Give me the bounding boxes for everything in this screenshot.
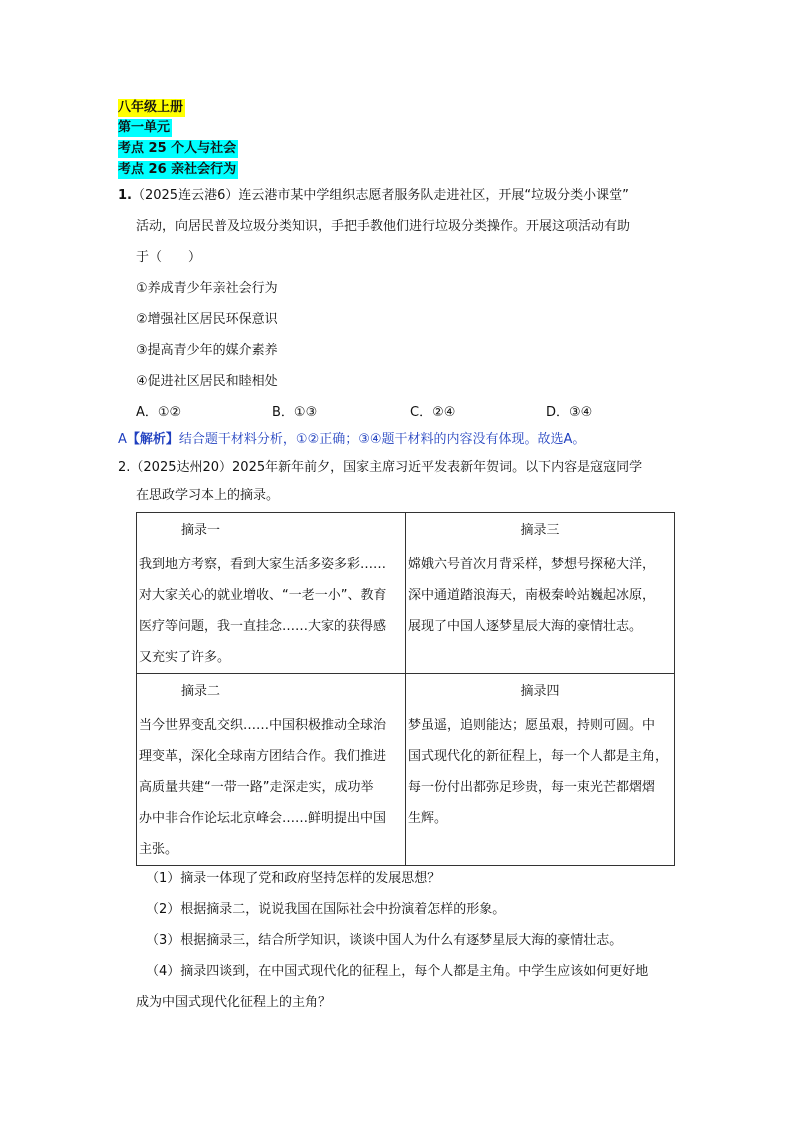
quote-1-line-4: 又充实了许多。 [139,650,231,665]
quote-2-line-5: 主张。 [139,842,179,857]
quote-3-title: 摘录三 [520,523,560,538]
question-1-item-1: ①养成青少年亲社会行为 [136,281,278,296]
analysis-text: 结合题干材料分析，①②正确；③④题干材料的内容没有体现。故选A。 [178,432,586,447]
topic-number: 25 [148,141,167,156]
quote-3-line-3: 展现了中国人逐梦星辰大海的豪情壮志。 [408,619,643,634]
quote-2-title: 摘录二 [181,684,221,699]
topic-26-heading [118,161,238,179]
sub-question-4: （4）摘录四谈到，在中国式现代化的征程上，每个人都是主角。中学生应该如何更好地 [146,964,649,979]
quote-4-line-2: 国式现代化的新征程上，每一个人都是主角， [408,749,669,764]
quote-4-line-4: 生辉。 [408,811,448,826]
question-2-stem-1: （2025达州20）2025年新年前夕，国家主席习近平发表新年贺词。以下内容是寇寇同学 [130,460,643,475]
question-1-option-c: C．②④ [410,405,456,420]
sub-question-3: （3）根据摘录三，结合所学知识，谈谈中国人为什么有逐梦星辰大海的豪情壮志。 [146,933,623,948]
question-1-line-1 [118,186,629,206]
quote-4-line-3: 每一份付出都弥足珍贵，每一束光芒都熠熠 [408,780,656,795]
analysis-tag: 【解析】 [126,432,179,447]
question-1-number: 1. [118,188,132,203]
question-1-item-4: ④促进社区居民和睦相处 [136,374,278,389]
quote-cell-1 [137,513,406,674]
quote-2-line-1: 当今世界变乱交织……中国积极推动全球治 [139,718,387,733]
quote-2-line-2: 理变革，深化全球南方团结合作。我们推进 [139,749,387,764]
quote-cell-3 [406,513,675,674]
topic-prefix: 考点 [118,141,145,156]
quote-3-line-2: 深中通道踏浪海天，南极秦岭站巍起冰原， [408,588,656,603]
grade-text: 八年级上册 [118,100,184,115]
question-1-stem-1: （2025连云港6）连云港市某中学组织志愿者服务队走进社区，开展“垃圾分类小课堂” [131,188,629,203]
quotes-table [136,512,675,866]
quote-2-line-4: 办中非合作论坛北京峰会……鲜明提出中国 [139,811,387,826]
question-1-item-2: ②增强社区居民环保意识 [136,312,278,327]
question-1-answer [118,430,585,450]
question-2-line-2: 在思政学习本上的摘录。 [136,488,280,503]
grade-heading [118,99,185,117]
quote-1-line-3: 医疗等问题，我一直挂念……大家的获得感 [139,619,387,634]
quote-1-line-2: 对大家关心的就业增收、“一老一小”、教育 [139,588,387,603]
question-1-option-d: D．③④ [546,405,593,420]
question-1-option-a: A．①② [136,405,182,420]
unit-text: 第一单元 [118,120,171,135]
quote-2-line-3: 高质量共建“一带一路”走深走实，成功举 [139,780,374,795]
topic-number: 26 [148,162,167,177]
quote-cell-4 [406,674,675,866]
quote-4-line-1: 梦虽遥，追则能达；愿虽艰，持则可圆。中 [408,718,656,733]
question-1-line-3: 于（ ） [136,250,202,265]
sub-question-2: （2）根据摘录二，说说我国在国际社会中扮演着怎样的形象。 [146,902,506,917]
topic-25-heading [118,140,238,158]
topic-name: 亲社会行为 [171,162,237,177]
quote-1-line-1: 我到地方考察，看到大家生活多姿多彩…… [139,557,387,572]
quote-4-title: 摘录四 [520,684,560,699]
quote-3-line-1: 嫦娥六号首次月背采样，梦想号探秘大洋， [408,557,656,572]
topic-name: 个人与社会 [171,141,237,156]
sub-question-1: （1）摘录一体现了党和政府坚持怎样的发展思想？ [146,871,441,886]
unit-heading [118,119,172,137]
answer-letter: A [118,432,127,447]
quote-1-title: 摘录一 [181,523,221,538]
question-1-line-2: 活动，向居民普及垃圾分类知识，手把手教他们进行垃圾分类操作。开展这项活动有助 [136,219,631,234]
topic-prefix: 考点 [118,162,145,177]
question-1-item-3: ③提高青少年的媒介素养 [136,343,278,358]
quote-cell-2 [137,674,406,866]
question-2-line-1 [118,458,642,478]
sub-question-4-continued: 成为中国式现代化征程上的主角？ [136,995,332,1010]
question-1-option-b: B．①③ [272,405,318,420]
question-2-number: 2. [118,460,131,475]
